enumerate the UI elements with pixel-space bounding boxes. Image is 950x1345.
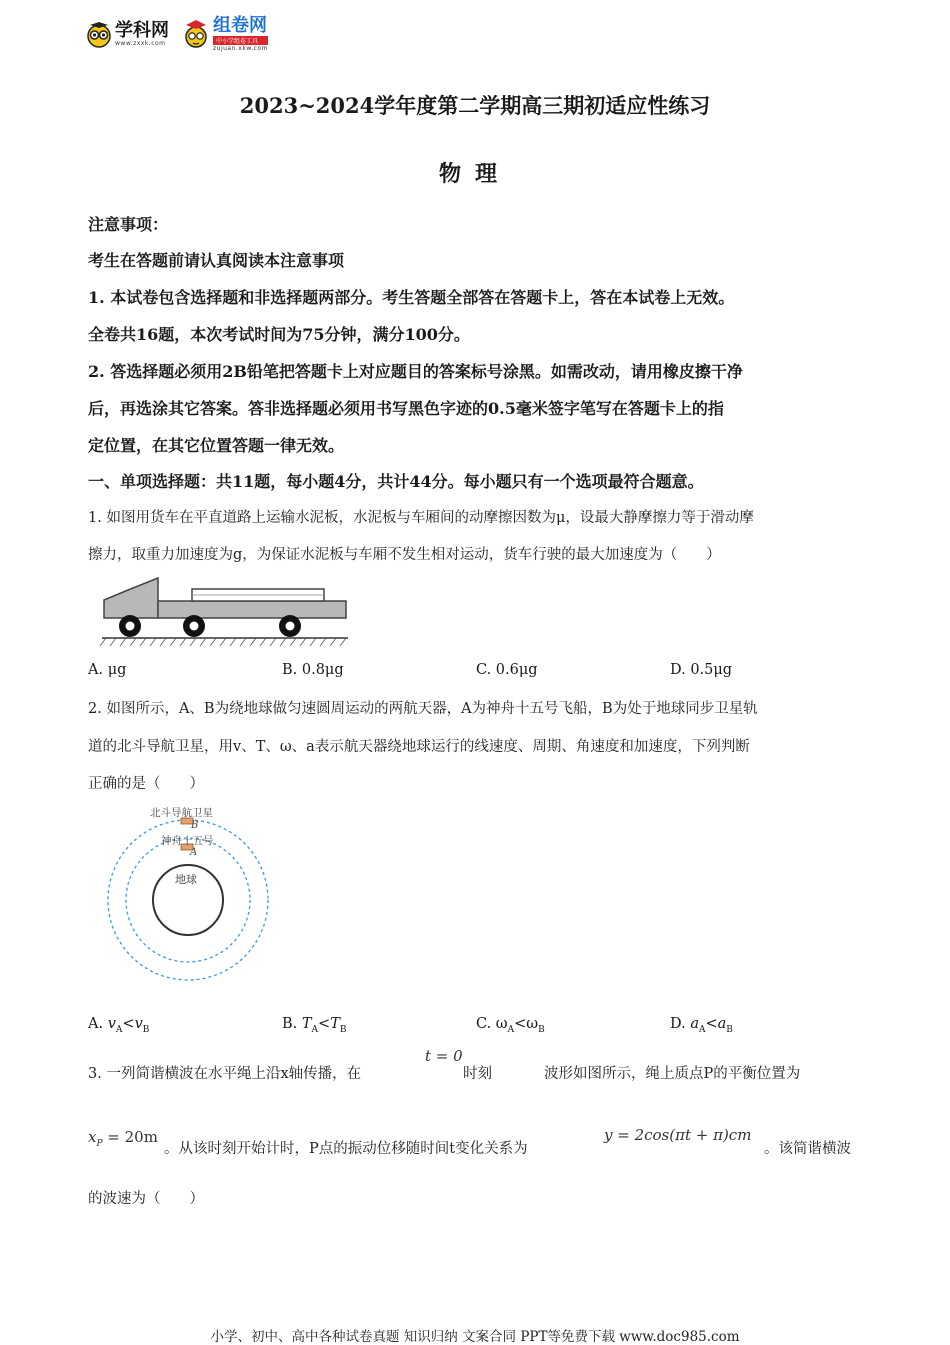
q2-c-sub2: B bbox=[538, 1024, 545, 1035]
notice-item2-line1: 2. 答选择题必须用2B铅笔把答题卡上对应题目的答案标号涂黑。如需改动，请用橡皮擦干净 bbox=[88, 362, 743, 381]
q1-option-d[interactable]: D. 0.5μg bbox=[670, 662, 733, 678]
truck-bed bbox=[158, 601, 346, 618]
q3-stem-line3: 的波速为（ ） bbox=[88, 1191, 204, 1207]
q2-a-var1: v bbox=[107, 1016, 116, 1032]
q3-stem-part4: 。从该时刻开始计时，P点的振动位移随时间t变化关系为 bbox=[164, 1141, 528, 1157]
q3-stem-part1: 3. 一列简谐横波在水平绳上沿x轴传播，在 bbox=[88, 1066, 362, 1082]
notice-heading: 注意事项： bbox=[88, 215, 169, 234]
q2-option-a[interactable] bbox=[88, 1016, 149, 1035]
q2-b-sub2: B bbox=[339, 1024, 347, 1035]
q2-d-prefix: D. bbox=[670, 1016, 691, 1032]
q3-stem-part5: 。该简谐横波 bbox=[764, 1141, 851, 1157]
notice-item2-line2: 后，再选涂其它答案。答非选择题必须用书写黑色字迹的0.5毫米签字笔写在答题卡上的指 bbox=[88, 399, 724, 418]
notice-intro: 考生在答题前请认真阅读本注意事项 bbox=[88, 251, 345, 270]
label-earth: 地球 bbox=[175, 873, 197, 886]
q2-stem-line3: 正确的是（ ） bbox=[88, 776, 204, 792]
orbit-diagram bbox=[104, 804, 270, 984]
subject-title: 物理 bbox=[438, 161, 511, 187]
q2-d-sub1: A bbox=[698, 1024, 706, 1035]
q2-c-op: < bbox=[514, 1016, 527, 1032]
q3-xp-sub: P bbox=[96, 1139, 103, 1149]
zxxk-logo[interactable] bbox=[86, 19, 169, 49]
q2-a-prefix: A. bbox=[88, 1016, 108, 1032]
q2-a-sub1: A bbox=[115, 1024, 123, 1035]
page-footer: 小学、初中、高中各种试卷真题 知识归纳 文案合同 PPT等免费下载 www.doc985.com bbox=[210, 1329, 740, 1345]
q2-stem-line1: 2. 如图所示，A、B为绕地球做匀速圆周运动的两航天器，A为神舟十五号飞船，B为处于地球同步卫星轨 bbox=[88, 701, 758, 717]
q2-c-var1: ω bbox=[495, 1016, 508, 1032]
q2-a-op: < bbox=[122, 1016, 135, 1032]
q2-option-b[interactable] bbox=[282, 1016, 347, 1035]
q1-option-c[interactable]: C. 0.6μg bbox=[476, 662, 538, 678]
q2-b-op: < bbox=[318, 1016, 331, 1032]
q3-formula-y: y = 2cos(πt + π)cm bbox=[604, 1126, 752, 1144]
q1-stem-line1: 1. 如图用货车在平直道路上运输水泥板，水泥板与车厢间的动摩擦因数为μ，设最大静摩擦力等于滑动摩 bbox=[88, 510, 754, 526]
q2-b-var2: T bbox=[330, 1016, 340, 1032]
label-b: B bbox=[191, 820, 199, 831]
q3-formula-xp bbox=[88, 1128, 158, 1149]
q2-b-var1: T bbox=[301, 1016, 312, 1032]
label-a: A bbox=[190, 847, 198, 858]
logo2-url: zujuan.xkw.com bbox=[213, 44, 268, 52]
label-shenzhou: 神舟十五号 bbox=[161, 835, 214, 847]
q2-d-sub2: B bbox=[726, 1024, 733, 1035]
q2-options bbox=[88, 1016, 888, 1036]
section-heading: 一、单项选择题：共11题，每小题4分，共计44分。每小题只有一个选项最符合题意。 bbox=[88, 472, 704, 491]
mascot-icon bbox=[181, 17, 211, 51]
q2-stem-line2: 道的北斗导航卫星，用v、T、ω、a表示航天器绕地球运行的线速度、周期、角速度和加速度，下列判断 bbox=[88, 739, 750, 755]
logo2-tag: 中小学组卷工具 bbox=[213, 36, 268, 45]
q3-stem-part2: 时刻 bbox=[463, 1066, 492, 1082]
q2-c-var2: ω bbox=[526, 1016, 539, 1032]
q2-a-var2: v bbox=[134, 1016, 143, 1032]
owl-icon bbox=[86, 19, 112, 49]
q2-option-d[interactable] bbox=[670, 1016, 733, 1035]
header-logos bbox=[86, 14, 280, 54]
q2-b-sub1: A bbox=[311, 1024, 319, 1035]
q2-c-sub1: A bbox=[507, 1024, 515, 1035]
q1-stem-line2: 擦力，取重力加速度为g，为保证水泥板与车厢不发生相对运动，货车行驶的最大加速度为（ ） bbox=[88, 547, 721, 563]
logo1-text: 学科网 bbox=[115, 19, 169, 41]
q1-options bbox=[88, 662, 888, 682]
q2-d-var1: a bbox=[690, 1016, 699, 1032]
notice-item1-line2: 全卷共16题，本次考试时间为75分钟，满分100分。 bbox=[88, 325, 470, 344]
logo1-url: www.zxxk.com bbox=[115, 39, 166, 47]
exam-title: 2023~2024学年度第二学期高三期初适应性练习 bbox=[239, 93, 711, 118]
q2-b-prefix: B. bbox=[282, 1016, 302, 1032]
notice-item2-line3: 定位置，在其它位置答题一律无效。 bbox=[88, 436, 345, 455]
q3-xp-var: x bbox=[88, 1128, 97, 1146]
q2-d-var2: a bbox=[717, 1016, 727, 1032]
orbit-figure bbox=[104, 804, 270, 984]
zujuan-logo[interactable] bbox=[181, 14, 268, 52]
truck-cab bbox=[104, 578, 158, 618]
q1-option-b[interactable]: B. 0.8μg bbox=[282, 662, 344, 678]
q3-xp-val: = 20m bbox=[102, 1128, 158, 1146]
label-beidou: 北斗导航卫星 bbox=[150, 807, 213, 819]
q1-option-a[interactable]: A. μg bbox=[88, 662, 127, 678]
q2-c-prefix: C. bbox=[476, 1016, 496, 1032]
q2-a-sub2: B bbox=[142, 1024, 150, 1035]
truck-figure bbox=[98, 572, 352, 648]
q3-formula-t0: t = 0 bbox=[425, 1047, 463, 1065]
q2-d-op: < bbox=[705, 1016, 718, 1032]
q3-stem-part3: 波形如图所示，绳上质点P的平衡位置为 bbox=[544, 1066, 801, 1082]
q2-option-c[interactable] bbox=[476, 1016, 545, 1035]
logo2-text: 组卷网 bbox=[213, 14, 267, 36]
notice-item1-line1: 1. 本试卷包含选择题和非选择题两部分。考生答题全部答在答题卡上，答在本试卷上无效。 bbox=[88, 288, 735, 307]
